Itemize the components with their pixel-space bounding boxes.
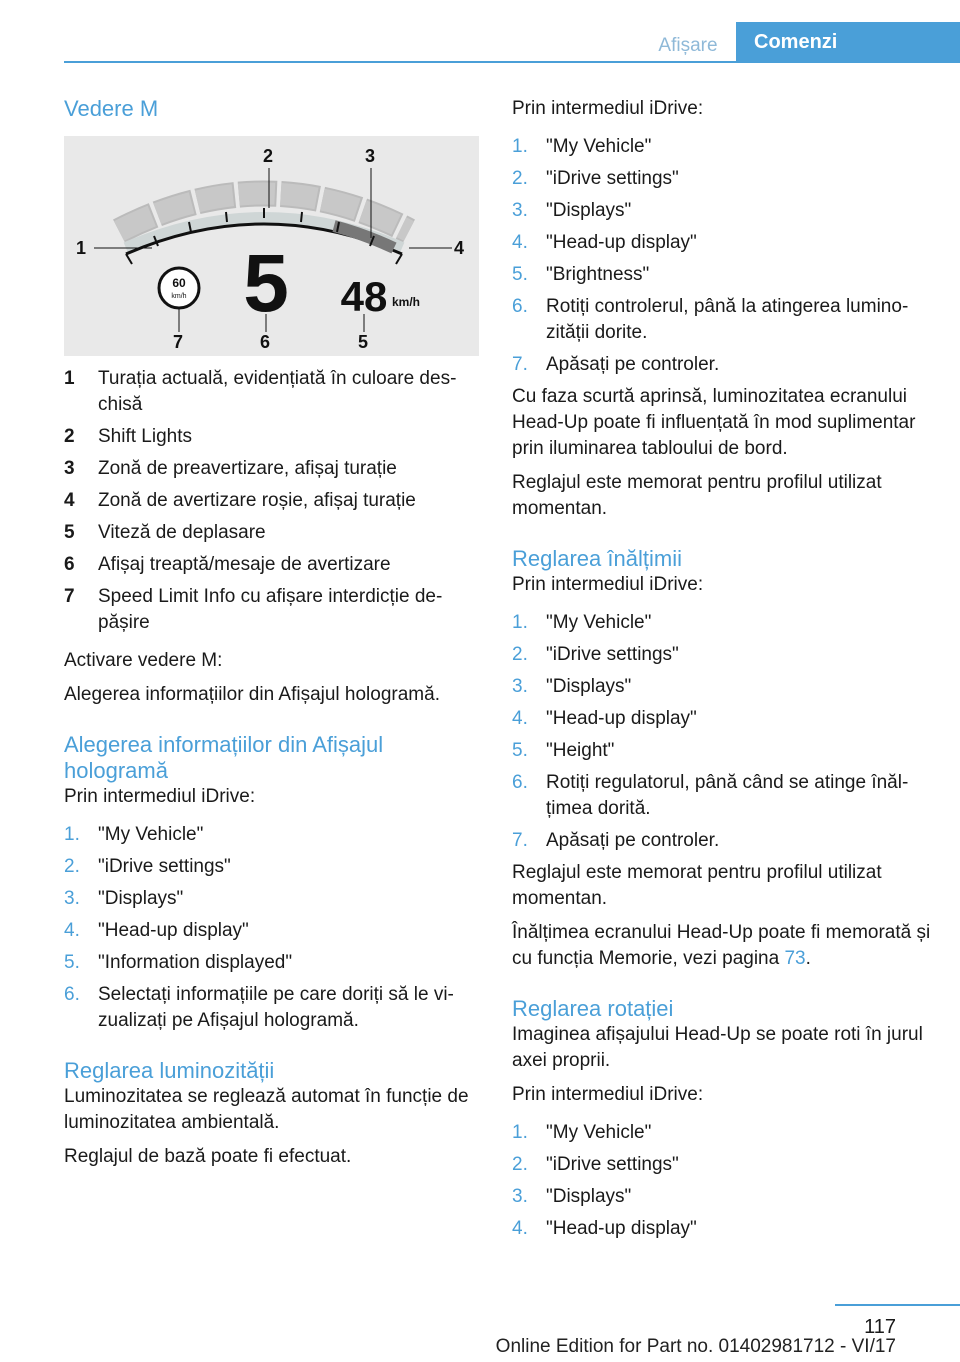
legend-item: 4 Zonă de avertizare roșie, afișaj turație	[64, 490, 416, 511]
brightness-steps	[512, 134, 932, 378]
callout-2: 2	[263, 146, 274, 166]
callout-3: 3	[365, 146, 376, 166]
list-item: 1. "My Vehicle"	[512, 612, 652, 633]
list-item: 1. "My Vehicle"	[512, 136, 652, 157]
list-item: 5. "Information displayed"	[64, 952, 293, 973]
list-item: 3. "Displays"	[512, 200, 632, 221]
via-idrive: Prin intermediul iDrive:	[512, 574, 704, 595]
list-item: 4. "Head-up display"	[512, 232, 697, 253]
callout-1: 1	[76, 238, 87, 258]
callout-6: 6	[260, 332, 271, 352]
list-item: 4. "Head-up display"	[512, 1218, 697, 1239]
list-item: 3. "Displays"	[64, 888, 184, 909]
speed-limit-value: 60	[172, 276, 186, 290]
select-steps	[64, 822, 479, 1034]
legend-item: 3 Zonă de preavertizare, afișaj turație	[64, 458, 397, 479]
list-item: 6. Rotiți controlerul, până la atingerea luminozității dorite.	[512, 296, 909, 343]
edition-info: Online Edition for Part no. 01402981712 - VI/17	[495, 1336, 896, 1357]
list-item: 4. "Head-up display"	[64, 920, 249, 941]
speed-value: 48	[340, 273, 388, 320]
speed-limit-unit: km/h	[171, 293, 187, 300]
tab-controls[interactable]: Comenzi	[736, 22, 960, 63]
list-item: 7. Apăsați pe controler.	[512, 830, 720, 851]
rotation-steps	[512, 1120, 932, 1242]
list-item: 2. "iDrive settings"	[512, 644, 679, 665]
list-item: 6. Rotiți regulatorul, până când se atinge înălțimea dorită.	[512, 772, 909, 819]
figure-legend	[64, 366, 479, 636]
list-item: 3. "Displays"	[512, 1186, 632, 1207]
list-item: 2. "iDrive settings"	[512, 1154, 679, 1175]
activate-text: Alegerea informațiilor din Afișajul hologramă.	[64, 684, 440, 705]
heading-select-info: Alegerea informațiilor din Afișajul hologramă	[64, 732, 384, 783]
heading-rotation: Reglarea rotației	[512, 996, 674, 1021]
height-steps	[512, 610, 932, 854]
memory-paragraph: Înălțimea ecranului Head-Up poate fi memorată și cu funcția Memorie, vezi pagina 73.	[512, 922, 931, 969]
page-number: 117	[864, 1316, 896, 1338]
speed-unit: km/h	[392, 295, 421, 309]
activate-label: Activare vedere M:	[64, 650, 223, 671]
heading-brightness: Reglarea luminozității	[64, 1058, 275, 1083]
legend-item: 6 Afișaj treaptă/mesaje de avertizare	[64, 554, 391, 575]
via-idrive: Prin intermediul iDrive:	[512, 1084, 704, 1105]
callout-5: 5	[358, 332, 369, 352]
rotation-p: Imaginea afișajului Head-Up se poate roti în jurul axei proprii.	[512, 1024, 923, 1071]
left-column	[64, 96, 479, 1170]
list-item: 5. "Height"	[512, 740, 615, 761]
list-item: 6. Selectați informațiile pe care doriți să le vizualizați pe Afișajul hologramă.	[64, 984, 454, 1031]
saved-note: Reglajul este memorat pentru profilul utilizat momentan.	[512, 472, 882, 519]
gear-indicator: 5	[243, 238, 289, 329]
heading-height: Reglarea înălțimii	[512, 546, 682, 571]
list-item: 1. "My Vehicle"	[64, 824, 204, 845]
right-column	[512, 96, 932, 1248]
list-item: 3. "Displays"	[512, 676, 632, 697]
via-idrive: Prin intermediul iDrive:	[512, 98, 704, 119]
legend-item: 7 Speed Limit Info cu afișare interdicție depășire	[64, 586, 443, 633]
list-item: 1. "My Vehicle"	[512, 1122, 652, 1143]
legend-item: 5 Viteză de deplasare	[64, 522, 266, 543]
brightness-note: Cu faza scurtă aprinsă, luminozitatea ecranului Head-Up poate fi influențată în mod suplimentar prin iluminarea tabloului de bord.	[512, 386, 916, 459]
callout-4: 4	[454, 238, 465, 258]
m-view-figure	[64, 136, 479, 356]
list-item: 4. "Head-up display"	[512, 708, 697, 729]
callout-7: 7	[173, 332, 184, 352]
legend-item: 1 Turația actuală, evidențiată în culoare deschisă	[64, 368, 457, 415]
saved-note-2: Reglajul este memorat pentru profilul utilizat momentan.	[512, 862, 882, 909]
footer-rule	[835, 1304, 960, 1306]
list-item: 2. "iDrive settings"	[512, 168, 679, 189]
list-item: 2. "iDrive settings"	[64, 856, 231, 877]
hud-illustration	[64, 136, 479, 356]
list-item: 5. "Brightness"	[512, 264, 650, 285]
list-item: 7. Apăsați pe controler.	[512, 354, 720, 375]
tab-display[interactable]: Afișare	[658, 35, 718, 56]
brightness-p2: Reglajul de bază poate fi efectuat.	[64, 1146, 352, 1167]
via-idrive: Prin intermediul iDrive:	[64, 786, 256, 807]
page-link[interactable]: 73	[784, 948, 806, 969]
legend-item: 2 Shift Lights	[64, 426, 192, 447]
brightness-p1: Luminozitatea se reglează automat în funcție de luminozitatea ambientală.	[64, 1086, 469, 1133]
heading-m-view: Vedere M	[64, 96, 159, 121]
